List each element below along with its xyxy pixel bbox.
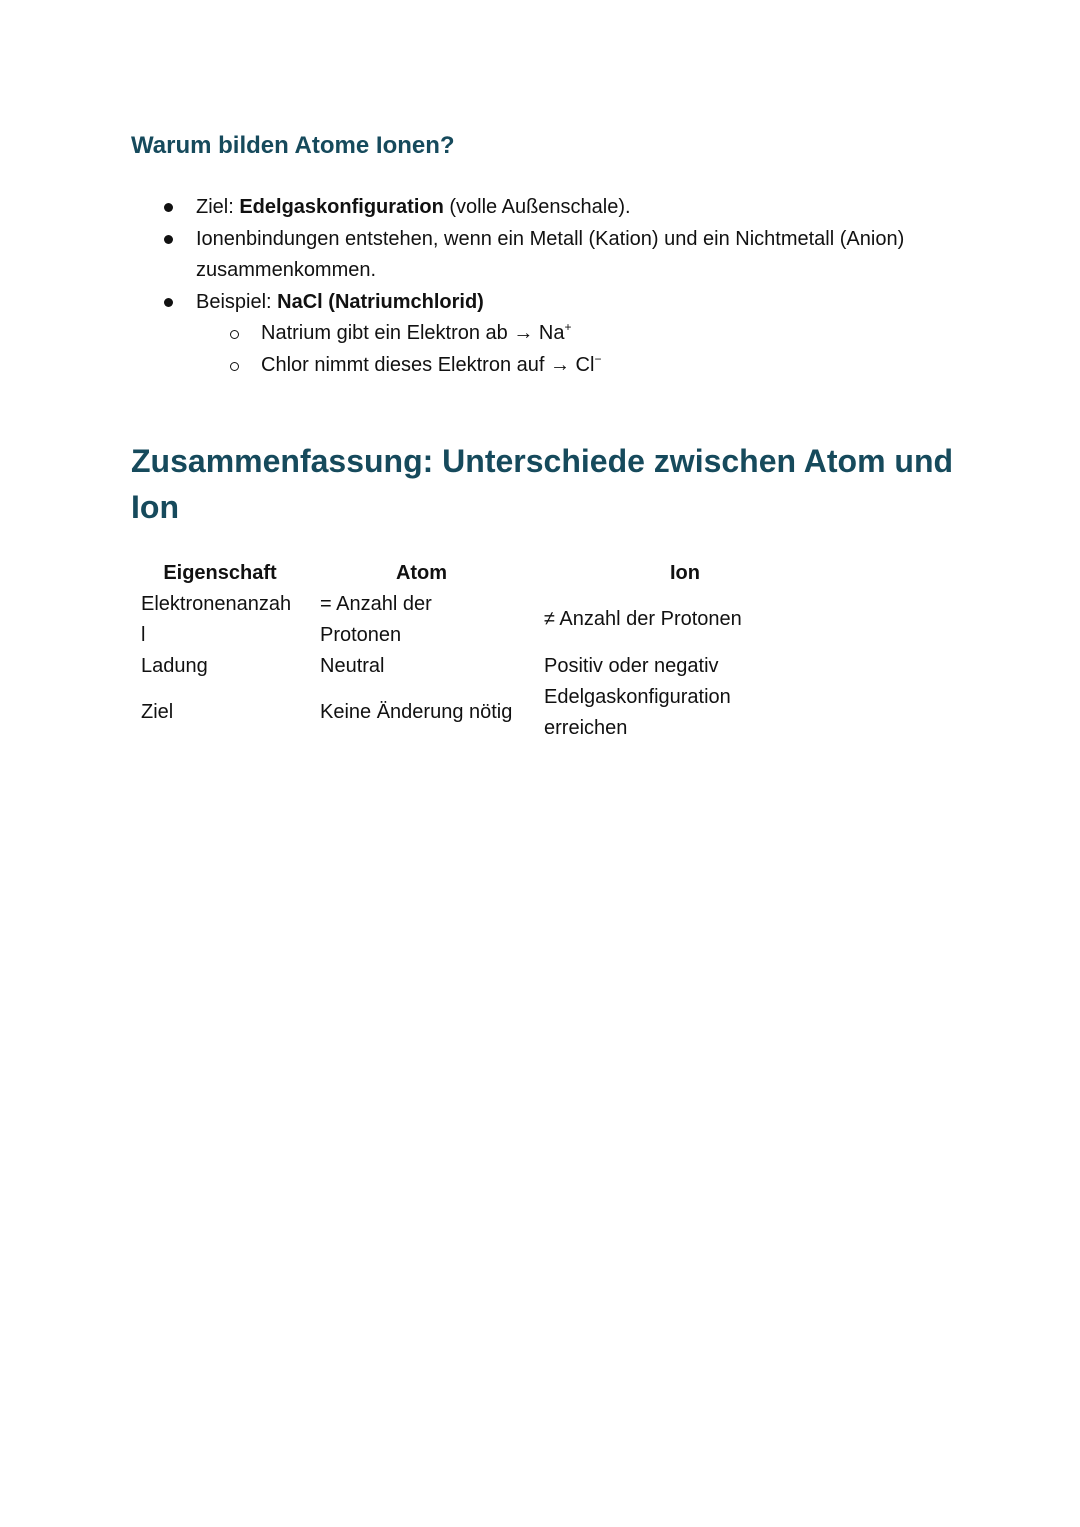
bullet-item-example: Beispiel: NaCl (Natriumchlorid)	[196, 291, 484, 313]
table-cell-atom: Protonen	[320, 624, 402, 646]
table-cell-property: Elektronenanzah	[141, 593, 292, 615]
sub-bullet-circle	[230, 330, 239, 339]
table-cell-atom: Neutral	[320, 655, 385, 677]
bullet-dot	[164, 235, 173, 244]
bullet-dot	[164, 298, 173, 307]
table-cell-ion: Positiv oder negativ	[544, 655, 719, 677]
sub-bullet-circle	[230, 362, 239, 371]
table-cell-property: Ziel	[141, 701, 174, 723]
bullet-item-bonds-line2: zusammenkommen.	[196, 259, 377, 281]
table-cell-property: Ladung	[141, 655, 208, 677]
table-cell-atom: Keine Änderung nötig	[320, 701, 513, 723]
sub-bullet-sodium: Natrium gibt ein Elektron ab → Na+	[261, 320, 572, 344]
sub-bullet-chlorine: Chlor nimmt dieses Elektron auf → Cl−	[261, 352, 602, 376]
bullet-item-goal: Ziel: Edelgaskonfiguration (volle Außenschale).	[196, 196, 631, 218]
section-heading-ions: Warum bilden Atome Ionen?	[131, 132, 455, 159]
table-cell-ion: erreichen	[544, 717, 628, 739]
table-header-atom: Atom	[395, 562, 448, 584]
table-cell-atom: = Anzahl der	[320, 593, 432, 615]
table-header-property: Eigenschaft	[163, 562, 277, 584]
table-cell-property: l	[141, 624, 146, 646]
table-cell-ion: Edelgaskonfiguration	[544, 686, 731, 708]
bullet-item-bonds-line1: Ionenbindungen entstehen, wenn ein Metall (Kation) und ein Nichtmetall (Anion)	[196, 228, 905, 250]
table-header-ion: Ion	[670, 562, 700, 584]
summary-heading: Zusammenfassung: Unterschiede zwischen Atom und Ion	[131, 443, 954, 525]
bullet-dot	[164, 203, 173, 212]
table-cell-ion: ≠ Anzahl der Protonen	[544, 608, 742, 630]
